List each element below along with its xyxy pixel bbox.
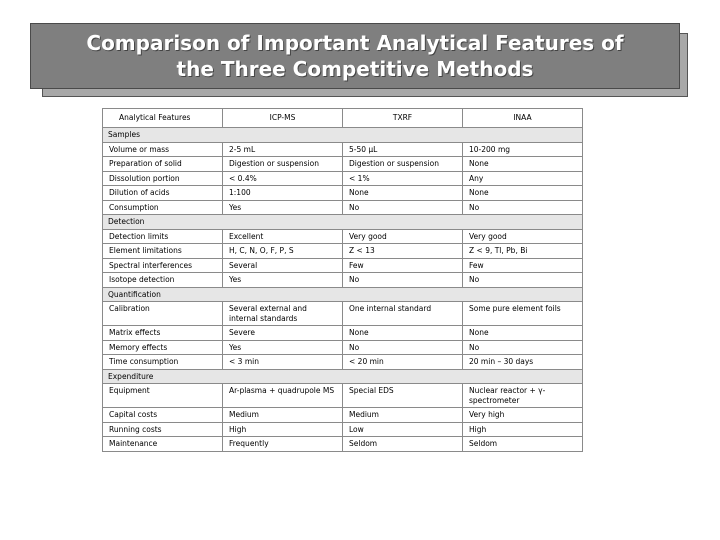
value-cell: 2-5 mL — [223, 142, 343, 157]
value-cell: None — [343, 186, 463, 201]
value-cell: No — [463, 340, 583, 355]
value-cell: Seldom — [463, 437, 583, 452]
header-txrf: TXRF — [343, 109, 463, 128]
value-cell: No — [343, 340, 463, 355]
value-cell: H, C, N, O, F, P, S — [223, 244, 343, 259]
value-cell: Several external and internal standards — [223, 302, 343, 326]
value-cell: Digestion or suspension — [343, 157, 463, 172]
value-cell: None — [463, 326, 583, 341]
feature-cell: Dilution of acids — [103, 186, 223, 201]
value-cell: Some pure element foils — [463, 302, 583, 326]
value-cell: Nuclear reactor + γ-spectrometer — [463, 384, 583, 408]
comparison-table — [102, 108, 583, 452]
value-cell: Any — [463, 171, 583, 186]
feature-cell: Dissolution portion — [103, 171, 223, 186]
table-row — [103, 244, 583, 259]
value-cell: No — [343, 273, 463, 288]
slide-title: Comparison of Important Analytical Features of the Three Competitive Methods — [86, 31, 624, 81]
value-cell: No — [463, 200, 583, 215]
value-cell: No — [343, 200, 463, 215]
feature-cell: Capital costs — [103, 408, 223, 423]
section-row — [103, 287, 583, 302]
value-cell: 1:100 — [223, 186, 343, 201]
table-row — [103, 302, 583, 326]
feature-cell: Isotope detection — [103, 273, 223, 288]
value-cell: One internal standard — [343, 302, 463, 326]
value-cell: 5-50 µL — [343, 142, 463, 157]
table-row — [103, 171, 583, 186]
value-cell: Very high — [463, 408, 583, 423]
title-banner — [30, 23, 688, 98]
title-box — [30, 23, 680, 89]
value-cell: < 1% — [343, 171, 463, 186]
value-cell: Yes — [223, 340, 343, 355]
value-cell: Ar-plasma + quadrupole MS — [223, 384, 343, 408]
feature-cell: Calibration — [103, 302, 223, 326]
table-row — [103, 273, 583, 288]
header-icp-ms: ICP-MS — [223, 109, 343, 128]
feature-cell: Detection limits — [103, 229, 223, 244]
value-cell: Medium — [223, 408, 343, 423]
section-label: Quantification — [103, 287, 583, 302]
feature-cell: Memory effects — [103, 340, 223, 355]
value-cell: Yes — [223, 273, 343, 288]
table-row — [103, 258, 583, 273]
feature-cell: Spectral interferences — [103, 258, 223, 273]
value-cell: Very good — [343, 229, 463, 244]
section-row — [103, 369, 583, 384]
feature-cell: Consumption — [103, 200, 223, 215]
value-cell: < 3 min — [223, 355, 343, 370]
feature-cell: Volume or mass — [103, 142, 223, 157]
table-row — [103, 229, 583, 244]
table-row — [103, 408, 583, 423]
feature-cell: Matrix effects — [103, 326, 223, 341]
feature-cell: Element limitations — [103, 244, 223, 259]
value-cell: None — [343, 326, 463, 341]
feature-cell: Preparation of solid — [103, 157, 223, 172]
value-cell: Very good — [463, 229, 583, 244]
value-cell: Seldom — [343, 437, 463, 452]
section-label: Detection — [103, 215, 583, 230]
value-cell: < 0.4% — [223, 171, 343, 186]
table-row — [103, 437, 583, 452]
feature-cell: Time consumption — [103, 355, 223, 370]
table-row — [103, 355, 583, 370]
section-row — [103, 215, 583, 230]
section-label: Expenditure — [103, 369, 583, 384]
header-analytical-features: Analytical Features — [103, 109, 223, 128]
feature-cell: Equipment — [103, 384, 223, 408]
value-cell: Excellent — [223, 229, 343, 244]
value-cell: 10-200 mg — [463, 142, 583, 157]
value-cell: Few — [463, 258, 583, 273]
value-cell: Few — [343, 258, 463, 273]
header-inaa: INAA — [463, 109, 583, 128]
value-cell: None — [463, 186, 583, 201]
value-cell: High — [223, 422, 343, 437]
value-cell: Special EDS — [343, 384, 463, 408]
value-cell: Several — [223, 258, 343, 273]
value-cell: Medium — [343, 408, 463, 423]
table-row — [103, 340, 583, 355]
table-row — [103, 200, 583, 215]
table-row — [103, 422, 583, 437]
value-cell: < 20 min — [343, 355, 463, 370]
value-cell: Severe — [223, 326, 343, 341]
feature-cell: Maintenance — [103, 437, 223, 452]
section-label: Samples — [103, 128, 583, 143]
value-cell: None — [463, 157, 583, 172]
section-row — [103, 128, 583, 143]
value-cell: Yes — [223, 200, 343, 215]
table-row — [103, 142, 583, 157]
value-cell: Low — [343, 422, 463, 437]
value-cell: Frequently — [223, 437, 343, 452]
value-cell: Z < 9, Tl, Pb, Bi — [463, 244, 583, 259]
value-cell: Z < 13 — [343, 244, 463, 259]
feature-cell: Running costs — [103, 422, 223, 437]
table-row — [103, 186, 583, 201]
value-cell: 20 min – 30 days — [463, 355, 583, 370]
value-cell: Digestion or suspension — [223, 157, 343, 172]
header-row — [103, 109, 583, 128]
table-row — [103, 326, 583, 341]
table-row — [103, 157, 583, 172]
table-row — [103, 384, 583, 408]
value-cell: No — [463, 273, 583, 288]
value-cell: High — [463, 422, 583, 437]
